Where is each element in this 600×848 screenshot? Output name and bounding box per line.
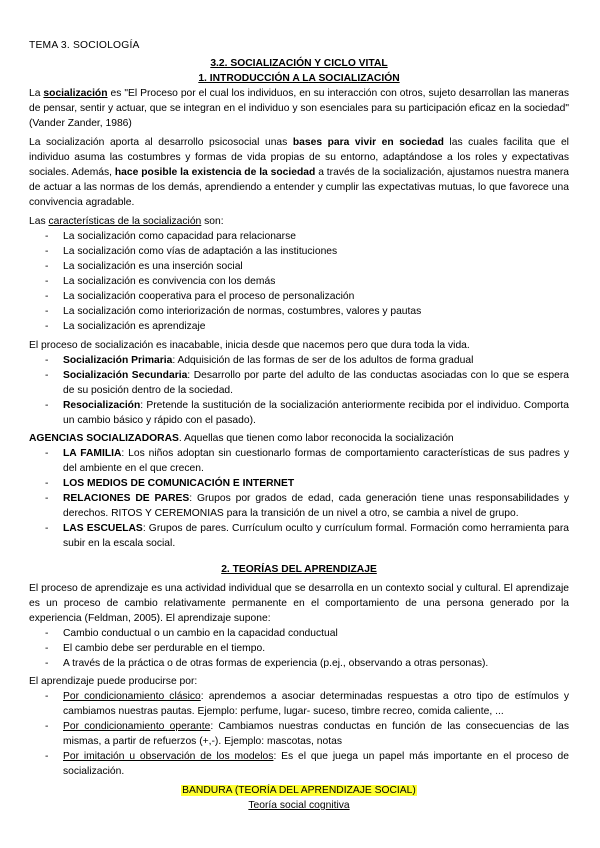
characteristics-list: [29, 229, 569, 334]
contribution-paragraph: La socialización aporta al desarrollo psicosocial unas bases para vivir en sociedad las cuales facilita que el individuo asuma las costumbres y formas de vida propias de su entorno, adaptándose a los roles y expectativas sociales. Además, hace posible la existencia de la sociedad a través de la socialización, ajustamos nuestra manera de actuar a las normas de los demás, aprendiendo a entender y cumplir las expectativas mutuas, lo que favorece una convivencia agradable.: [29, 137, 569, 208]
list-item: - El cambio debe ser perdurable en el tiempo.: [29, 641, 569, 656]
process-list: [29, 353, 569, 428]
agents-intro: AGENCIAS SOCIALIZADORAS. Aquellas que tienen como labor reconocida la socialización: [29, 433, 454, 444]
subsection-title-intro: 1. INTRODUCCIÓN A LA SOCIALIZACIÓN: [198, 73, 400, 84]
bandura-heading: BANDURA (TEORÍA DEL APRENDIZAJE SOCIAL): [182, 785, 416, 796]
list-item: - RELACIONES DE PARES: Grupos por grados de edad, cada generación tiene unas responsabilidades y derechos. RITOS Y CEREMONIAS para la transición de un nivel a otro, se cambia a nivel de grupo.: [29, 491, 569, 521]
document-page: [29, 38, 569, 813]
learning-types-list: [29, 689, 569, 779]
learning-list: [29, 626, 569, 671]
subsection-title-learning: 2. TEORÍAS DEL APRENDIZAJE: [221, 564, 377, 575]
list-item: - La socialización cooperativa para el proceso de personalización: [29, 289, 569, 304]
list-item: - Resocialización: Pretende la sustitución de la socialización anteriormente recibida por el individuo. Comporta un cambio básico y rápido con el pasado).: [29, 398, 569, 428]
definition-paragraph: La socialización es "El Proceso por el cual los individuos, en su interacción con otros, sujeto desarrollan las maneras de pensar, sentir y actuar, que se integran en el individuo y son esenciales para su participación eficaz en la sociedad" (Vander Zander, 1986): [29, 88, 569, 129]
list-item: - Socialización Secundaria: Desarrollo por parte del adulto de las conductas asociadas con lo que se espera de su posición dentro de la sociedad.: [29, 368, 569, 398]
topic-label: TEMA 3. SOCIOLOGÍA: [29, 40, 140, 51]
list-item: - La socialización como interiorización de normas, costumbres, valores y pautas: [29, 304, 569, 319]
list-item: - La socialización como capacidad para relacionarse: [29, 229, 569, 244]
learning-paragraph: El proceso de aprendizaje es una actividad individual que se desarrolla en un contexto social y cultural. El aprendizaje es un proceso de cambio relativamente permanente en el comportamiento de una persona generado por la experiencia (Feldman, 2005). El aprendizaje supone:: [29, 583, 569, 624]
list-item: - A través de la práctica o de otras formas de experiencia (p.ej., observando a otras personas).: [29, 656, 569, 671]
learning-intro-2: El aprendizaje puede producirse por:: [29, 676, 198, 687]
list-item: - Por imitación u observación de los modelos: Es el que juega un papel más importante en el proceso de socialización.: [29, 749, 569, 779]
list-item: - LA FAMILIA: Los niños adoptan sin cuestionarlo formas de comportamiento características de sus padres y del ambiente en el que crecen.: [29, 446, 569, 476]
list-item: - Por condicionamiento clásico: aprendemos a asociar determinadas respuestas a otro tipo de estímulos y cambiamos nuestras pautas. Ejemplo: perfume, lugar- suceso, timbre recreo, comida caliente, ...: [29, 689, 569, 719]
agents-list: [29, 446, 569, 551]
list-item: - La socialización es una inserción social: [29, 259, 569, 274]
process-intro: El proceso de socialización es inacabable, inicia desde que nacemos pero que dura toda la vida.: [29, 340, 470, 351]
list-item: - LOS MEDIOS DE COMUNICACIÓN E INTERNET: [29, 476, 569, 491]
list-item: - La socialización es convivencia con los demás: [29, 274, 569, 289]
section-title: 3.2. SOCIALIZACIÓN Y CICLO VITAL: [210, 58, 388, 69]
bandura-subheading: Teoría social cognitiva: [248, 800, 350, 811]
list-item: - Cambio conductual o un cambio en la capacidad conductual: [29, 626, 569, 641]
bandura-heading-wrap: [29, 783, 569, 798]
list-item: - LAS ESCUELAS: Grupos de pares. Currículum oculto y currículum formal. Formación como herramienta para subir en la escala social.: [29, 521, 569, 551]
term-socializacion: socialización: [43, 88, 108, 99]
list-item: - La socialización es aprendizaje: [29, 319, 569, 334]
list-item: - La socialización como vías de adaptación a las instituciones: [29, 244, 569, 259]
list-item: - Por condicionamiento operante: Cambiamos nuestras conductas en función de las consecuencias de las mismas, a partir de refuerzos (+,-). Ejemplo: mascotas, notas: [29, 719, 569, 749]
characteristics-intro: Las características de la socialización son:: [29, 216, 224, 227]
list-item: - Socialización Primaria: Adquisición de las formas de ser de los adultos de forma gradual: [29, 353, 569, 368]
